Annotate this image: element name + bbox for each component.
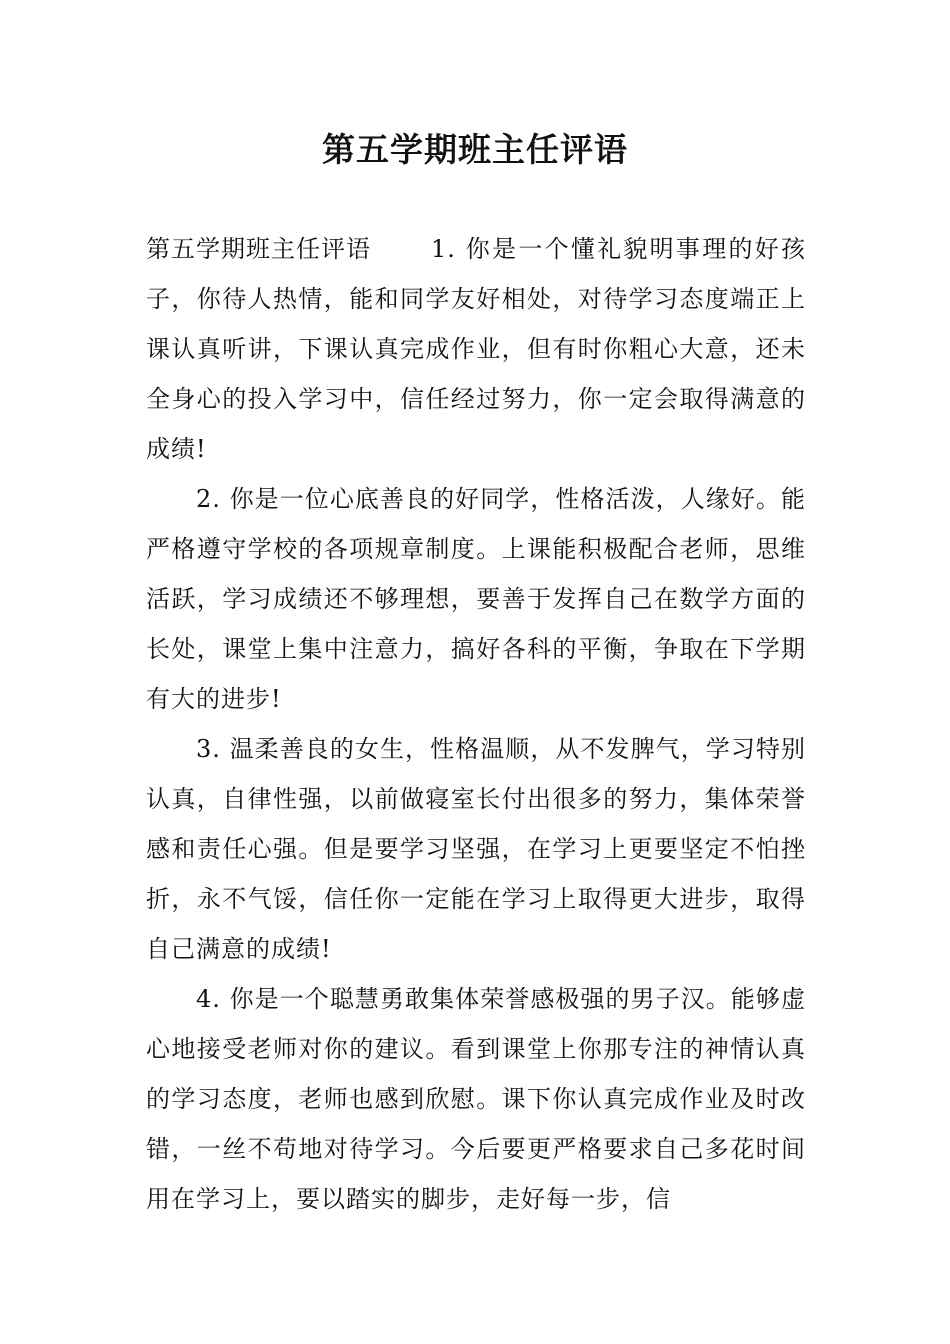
paragraph-1-text: 1. 你是一个懂礼貌明事理的好孩子，你待人热情，能和同学友好相处，对待学习态度端正上课认真听讲，下课认真完成作业，但有时你粗心大意，还未全身心的投入学习中，信任经过努力，你一定会取得满意的成绩! — [146, 235, 806, 463]
page-title: 第五学期班主任评语 — [322, 130, 628, 169]
paragraph-2: 2. 你是一位心底善良的好同学，性格活泼，人缘好。能严格遵守学校的各项规章制度。上课能积极配合老师，思维活跃，学习成绩还不够理想，要善于发挥自己在数学方面的长处，课堂上集中注意力，搞好各科的平衡，争取在下学期有大的进步! — [146, 485, 806, 713]
paragraph-4: 4. 你是一个聪慧勇敢集体荣誉感极强的男子汉。能够虚心地接受老师对你的建议。看到课堂上你那专注的神情认真的学习态度，老师也感到欣慰。课下你认真完成作业及时改错，一丝不苟地对待学习。今后要更严格要求自己多花时间用在学习上，要以踏实的脚步，走好每一步，信 — [146, 985, 806, 1213]
paragraph-3: 3. 温柔善良的女生，性格温顺，从不发脾气，学习特别认真，自律性强，以前做寝室长付出很多的努力，集体荣誉感和责任心强。但是要学习坚强，在学习上更要坚定不怕挫折，永不气馁，信任你一定能在学习上取得更大进步，取得自己满意的成绩! — [146, 735, 806, 963]
document-body — [146, 224, 806, 1224]
lead-label: 第五学期班主任评语 — [146, 235, 371, 263]
paragraph-1 — [146, 224, 806, 474]
